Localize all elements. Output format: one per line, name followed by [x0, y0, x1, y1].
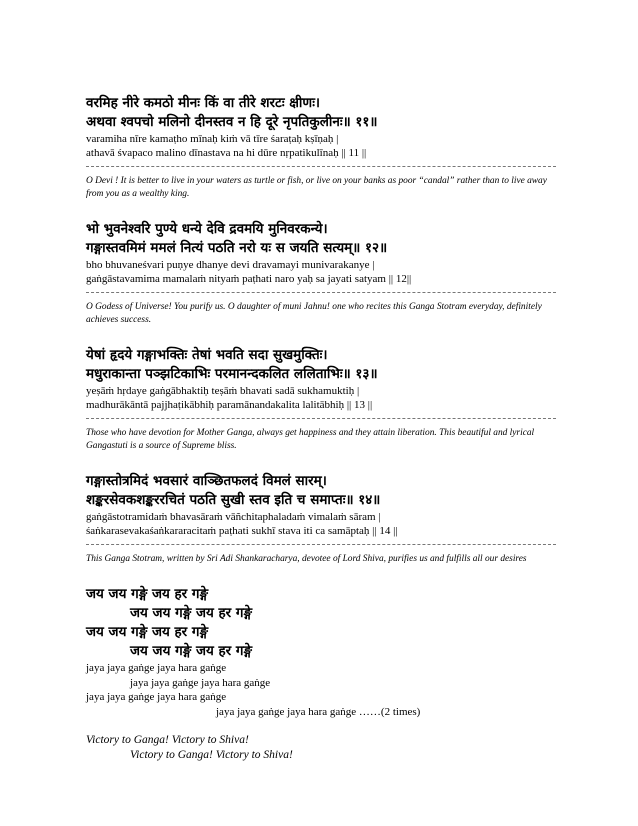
verse-12	[86, 220, 556, 327]
verse-14	[86, 472, 556, 566]
refrain-devanagari-line: जय जय गङ्गे जय हर गङ्गे	[86, 624, 209, 640]
verse-transliteration-line: gaṅgāstavamima mamalaṁ nityaṁ paṭhati naro yaḥ sa jayati satyam || 12||	[86, 273, 412, 285]
verse-transliteration-line: athavā śvapaco malino dīnastava na hi dūre nṛpatikulīnaḥ || 11 ||	[86, 147, 367, 159]
verse-devanagari-line: गङ्गास्तोत्रमिदं भवसारं वाञ्छितफलदं विमलं सारम्।	[86, 473, 327, 489]
refrain-transliteration-line: jaya jaya gaṅge jaya hara gaṅge	[86, 662, 227, 674]
verse-translation: This Ganga Stotram, written by Sri Adi Shankaracharya, devotee of Lord Shiva, purifies us and fulfills all our desires	[86, 554, 527, 564]
refrain-devanagari-line: जय जय गङ्गे जय हर गङ्गे	[130, 643, 253, 659]
verse-devanagari-line: भो भुवनेश्वरि पुण्ये धन्ये देवि द्रवमयि मुनिवरकन्ये।	[86, 221, 328, 237]
refrain-transliteration-line: jaya jaya gaṅge jaya hara gaṅge ……(2 times)	[216, 705, 421, 718]
verse-transliteration-line: varamiha nīre kamaṭho mīnaḥ kiṁ vā tīre śaraṭaḥ kṣīṇaḥ |	[86, 133, 339, 145]
verse-translation: Those who have devotion for Mother Ganga, always get happiness and they attain liberation. This beautiful and lyrical Gangastuti is a source of Supreme bliss.	[86, 428, 535, 451]
verse-13	[86, 346, 556, 453]
verse-transliteration-line: bho bhuvaneśvari puṇye dhanye devi dravamayi munivarakanye |	[86, 259, 375, 271]
refrain-translation-line: Victory to Ganga! Victory to Shiva!	[86, 734, 249, 746]
verse-devanagari-line: वरमिह नीरे कमठो मीनः किं वा तीरे शरटः क्षीणः।	[86, 95, 321, 111]
verse-translation: O Devi ! It is better to live in your waters as turtle or fish, or live on your banks as poor “candal” rather than to live away from you as a wealthy king.	[86, 176, 547, 199]
verse-transliteration-line: yeṣāṁ hṛdaye gaṅgābhaktiḥ teṣāṁ bhavati sadā sukhamuktiḥ |	[86, 385, 360, 397]
refrain-transliteration-line: jaya jaya gaṅge jaya hara gaṅge	[130, 676, 271, 689]
verse-devanagari-line: गङ्गास्तवमिमं ममलं नित्यं पठति नरो यः स जयति सत्यम्॥ १२॥	[86, 240, 388, 256]
divider	[86, 166, 556, 167]
verse-transliteration-line: gaṅgāstotramidaṁ bhavasāraṁ vāñchitaphaladaṁ vimalaṁ sāram |	[86, 511, 381, 523]
verse-translation: O Godess of Universe! You purify us. O daughter of muni Jahnu! one who recites this Ganga Stotram everyday, definitely achieves success.	[86, 302, 542, 325]
verse-11	[86, 94, 556, 201]
divider	[86, 292, 556, 293]
refrain-transliteration-line: jaya jaya gaṅge jaya hara gaṅge	[86, 691, 227, 703]
verse-devanagari-line: येषां हृदये गङ्गाभक्तिः तेषां भवति सदा सुखमुक्तिः।	[86, 347, 328, 363]
refrain-devanagari-line: जय जय गङ्गे जय हर गङ्गे	[86, 586, 209, 602]
verse-transliteration-line: madhurākāntā pajjhaṭikābhiḥ paramānandakalita lalitābhiḥ || 13 ||	[86, 399, 373, 411]
verse-transliteration-line: śaṅkarasevakaśaṅkararacitaṁ paṭhati sukhī stava iti ca samāptaḥ || 14 ||	[86, 525, 398, 537]
verse-devanagari-line: अथवा श्वपचो मलिनो दीनस्तव न हि दूरे नृपतिकुलीनः॥ ११॥	[86, 114, 378, 130]
refrain-devanagari-line: जय जय गङ्गे जय हर गङ्गे	[130, 605, 253, 621]
verse-devanagari-line: शङ्करसेवकशङ्कररचितं पठति सुखी स्तव इति च समाप्तः॥ १४॥	[86, 492, 381, 508]
divider	[86, 544, 556, 545]
refrain-translation	[86, 733, 556, 763]
refrain-translation-line: Victory to Ganga! Victory to Shiva!	[130, 749, 293, 761]
divider	[86, 418, 556, 419]
stotram-content	[86, 94, 556, 763]
refrain	[86, 585, 556, 719]
verse-devanagari-line: मधुराकान्ता पञ्झटिकाभिः परमानन्दकलित ललिताभिः॥ १३॥	[86, 366, 378, 382]
